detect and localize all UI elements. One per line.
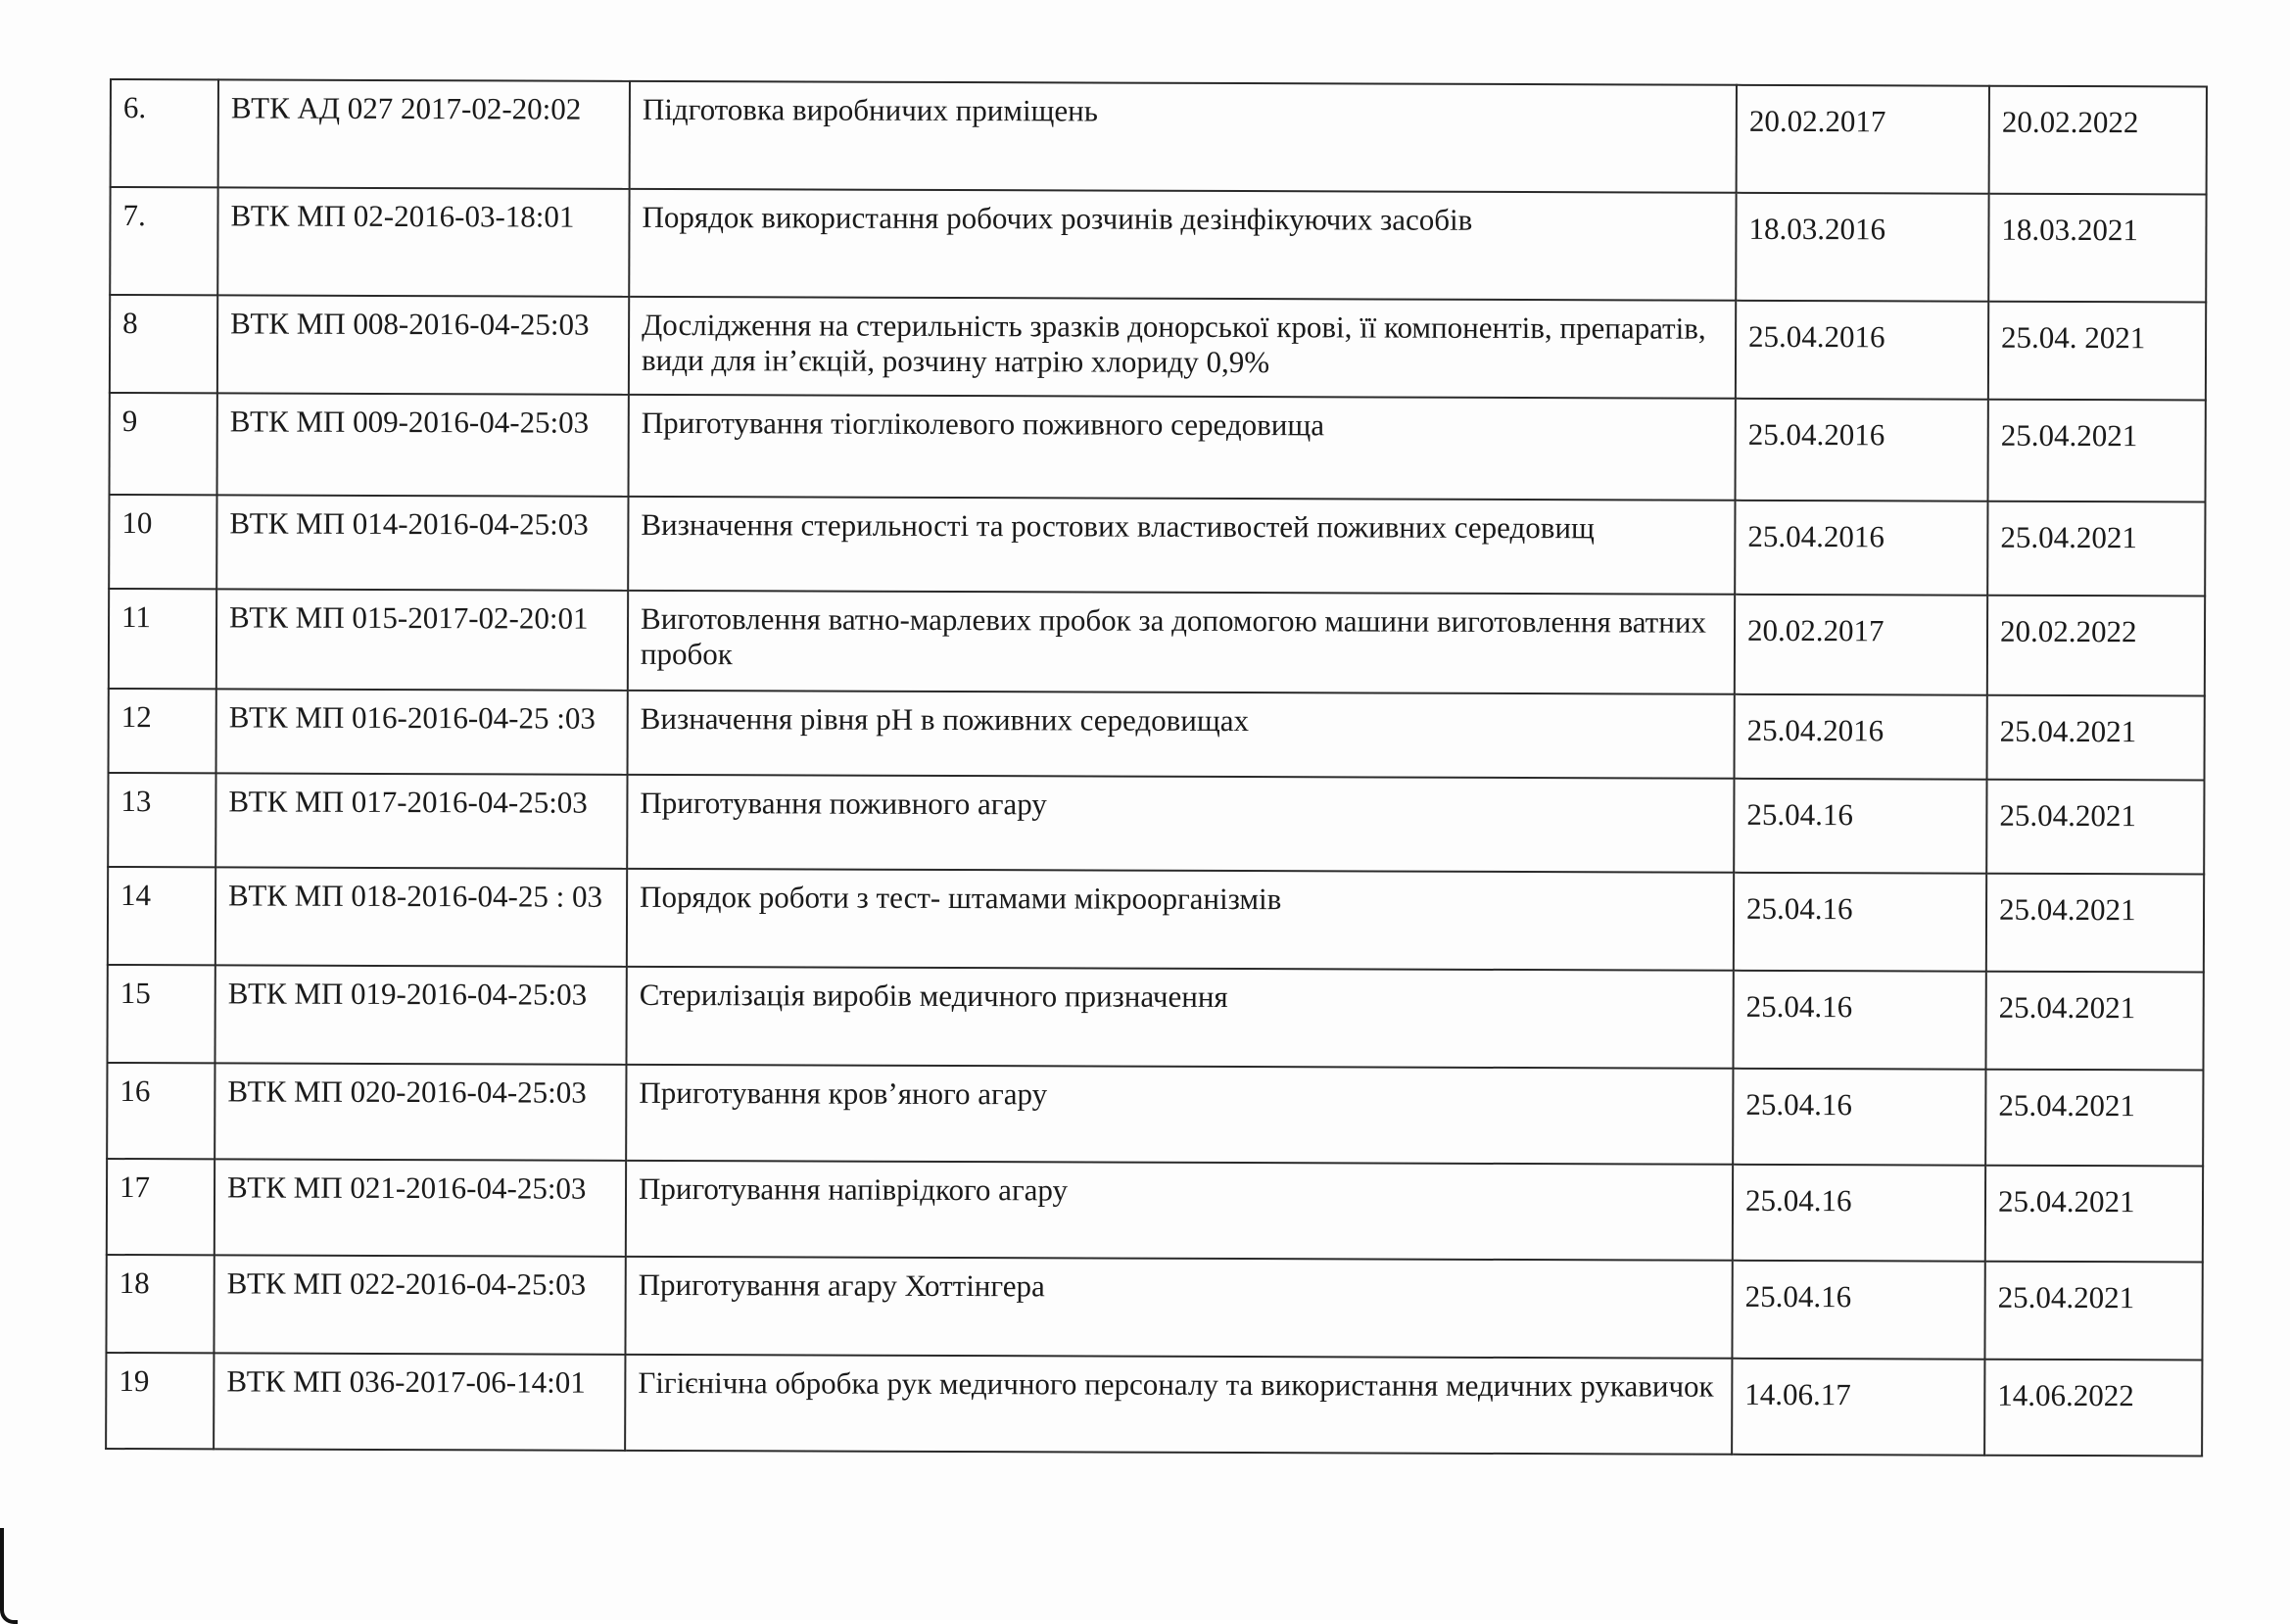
table-row	[107, 965, 2203, 1070]
table-row	[111, 79, 2207, 194]
start-date: 20.02.2017	[1735, 595, 1987, 695]
table-row	[107, 1159, 2203, 1262]
document-title: Визначення рівня рН в поживних середовищах	[628, 691, 1735, 779]
document-code: ВТК МП 015-2017-02-20:01	[216, 589, 628, 690]
start-date: 20.02.2017	[1737, 85, 1989, 194]
table-row	[108, 773, 2204, 874]
document-title: Порядок використання робочих розчинів дезінфікуючих засобів	[629, 189, 1736, 301]
table-body	[106, 79, 2207, 1456]
end-date: 25.04.2021	[1985, 972, 2203, 1071]
start-date: 25.04.16	[1733, 1069, 1985, 1166]
document-title: Підготовка виробничих приміщень	[630, 81, 1737, 193]
end-date: 25.04.2021	[1984, 1262, 2202, 1361]
row-number: 8	[110, 295, 217, 393]
document-code: ВТК МП 022-2016-04-25:03	[214, 1255, 625, 1354]
start-date: 14.06.17	[1732, 1359, 1984, 1456]
document-code: ВТК МП 021-2016-04-25:03	[215, 1159, 626, 1256]
row-number: 6.	[111, 79, 218, 187]
row-number: 18	[106, 1255, 214, 1353]
document-title: Приготування агару Хоттінгера	[625, 1257, 1732, 1359]
table-row	[106, 1255, 2202, 1360]
end-date: 25.04.2021	[1987, 502, 2205, 597]
document-title: Приготування поживного агару	[627, 775, 1734, 873]
document-code: ВТК МП 016-2016-04-25 :03	[216, 689, 628, 774]
document-title: Порядок роботи з тест- штамами мікроорганізмів	[627, 869, 1734, 971]
document-title: Приготування тіогліколевого поживного середовища	[629, 395, 1736, 501]
start-date: 25.04.2016	[1736, 301, 1988, 400]
row-number: 15	[107, 965, 215, 1063]
start-date: 25.04.16	[1734, 873, 1986, 972]
document-code: ВТК МП 02-2016-03-18:01	[217, 187, 629, 296]
end-date: 25.04.2021	[1985, 1070, 2203, 1167]
document-title: Приготування напіврідкого агару	[626, 1161, 1733, 1261]
document-title: Визначення стерильності та ростових властивостей поживних середовищ	[628, 497, 1735, 595]
row-number: 13	[108, 773, 215, 867]
table-row	[109, 495, 2205, 596]
table-row	[109, 589, 2205, 695]
row-number: 14	[108, 867, 215, 965]
end-date: 25.04.2021	[1987, 695, 2205, 781]
end-date: 18.03.2021	[1988, 194, 2206, 303]
document-title: Гігієнічна обробка рук медичного персоналу та використання медичних рукавичок	[625, 1355, 1732, 1455]
row-number: 19	[106, 1353, 214, 1449]
end-date: 25.04.2021	[1988, 400, 2206, 502]
table-row	[110, 187, 2206, 302]
row-number: 10	[109, 495, 216, 589]
start-date: 25.04.2016	[1735, 501, 1987, 596]
end-date: 14.06.2022	[1984, 1360, 2202, 1457]
start-date: 25.04.16	[1734, 779, 1986, 874]
document-code: ВТК МП 018-2016-04-25 : 03	[215, 867, 627, 966]
start-date: 25.04.16	[1732, 1261, 1984, 1360]
start-date: 25.04.2016	[1736, 399, 1988, 502]
row-number: 12	[109, 689, 216, 773]
start-date: 25.04.2016	[1735, 694, 1987, 780]
document-code: ВТК МП 014-2016-04-25:03	[216, 495, 628, 590]
end-date: 25.04. 2021	[1988, 302, 2206, 401]
table-row	[109, 689, 2205, 780]
document-code: ВТК МП 036-2017-06-14:01	[214, 1353, 625, 1450]
table-row	[110, 295, 2206, 400]
table-row	[108, 867, 2204, 972]
document-title: Приготування кров’яного агару	[626, 1065, 1733, 1165]
document-code: ВТК МП 017-2016-04-25:03	[215, 773, 627, 868]
start-date: 25.04.16	[1733, 971, 1985, 1070]
end-date: 25.04.2021	[1985, 1166, 2203, 1263]
row-number: 7.	[110, 187, 217, 295]
table-row	[110, 393, 2206, 502]
start-date: 18.03.2016	[1736, 193, 1988, 302]
start-date: 25.04.16	[1733, 1165, 1985, 1262]
document-code: ВТК АД 027 2017-02-20:02	[218, 79, 630, 188]
document-code: ВТК МП 020-2016-04-25:03	[215, 1063, 626, 1160]
document-title: Стерилізація виробів медичного призначення	[626, 967, 1733, 1069]
document-registry-table	[105, 78, 2208, 1457]
end-date: 25.04.2021	[1986, 874, 2204, 973]
document-code: ВТК МП 008-2016-04-25:03	[217, 295, 629, 394]
row-number: 16	[107, 1063, 215, 1159]
end-date: 20.02.2022	[1987, 596, 2205, 696]
row-number: 11	[109, 589, 216, 689]
row-number: 9	[110, 393, 217, 495]
document-code: ВТК МП 019-2016-04-25:03	[215, 965, 626, 1064]
end-date: 20.02.2022	[1989, 86, 2207, 195]
scan-corner-mark	[0, 1528, 18, 1624]
table-row	[106, 1353, 2202, 1456]
document-code: ВТК МП 009-2016-04-25:03	[217, 393, 629, 496]
row-number: 17	[107, 1159, 215, 1255]
table-row	[107, 1063, 2203, 1166]
end-date: 25.04.2021	[1986, 780, 2204, 875]
document-title: Виготовлення ватно-марлевих пробок за допомогою машини виготовлення ватних пробок	[628, 591, 1735, 694]
document-title: Дослідження на стерильність зразків донорської крові, її компонентів, препаратів, види для ін’єкцій, розчину натрію хлориду 0,9%	[629, 297, 1736, 399]
